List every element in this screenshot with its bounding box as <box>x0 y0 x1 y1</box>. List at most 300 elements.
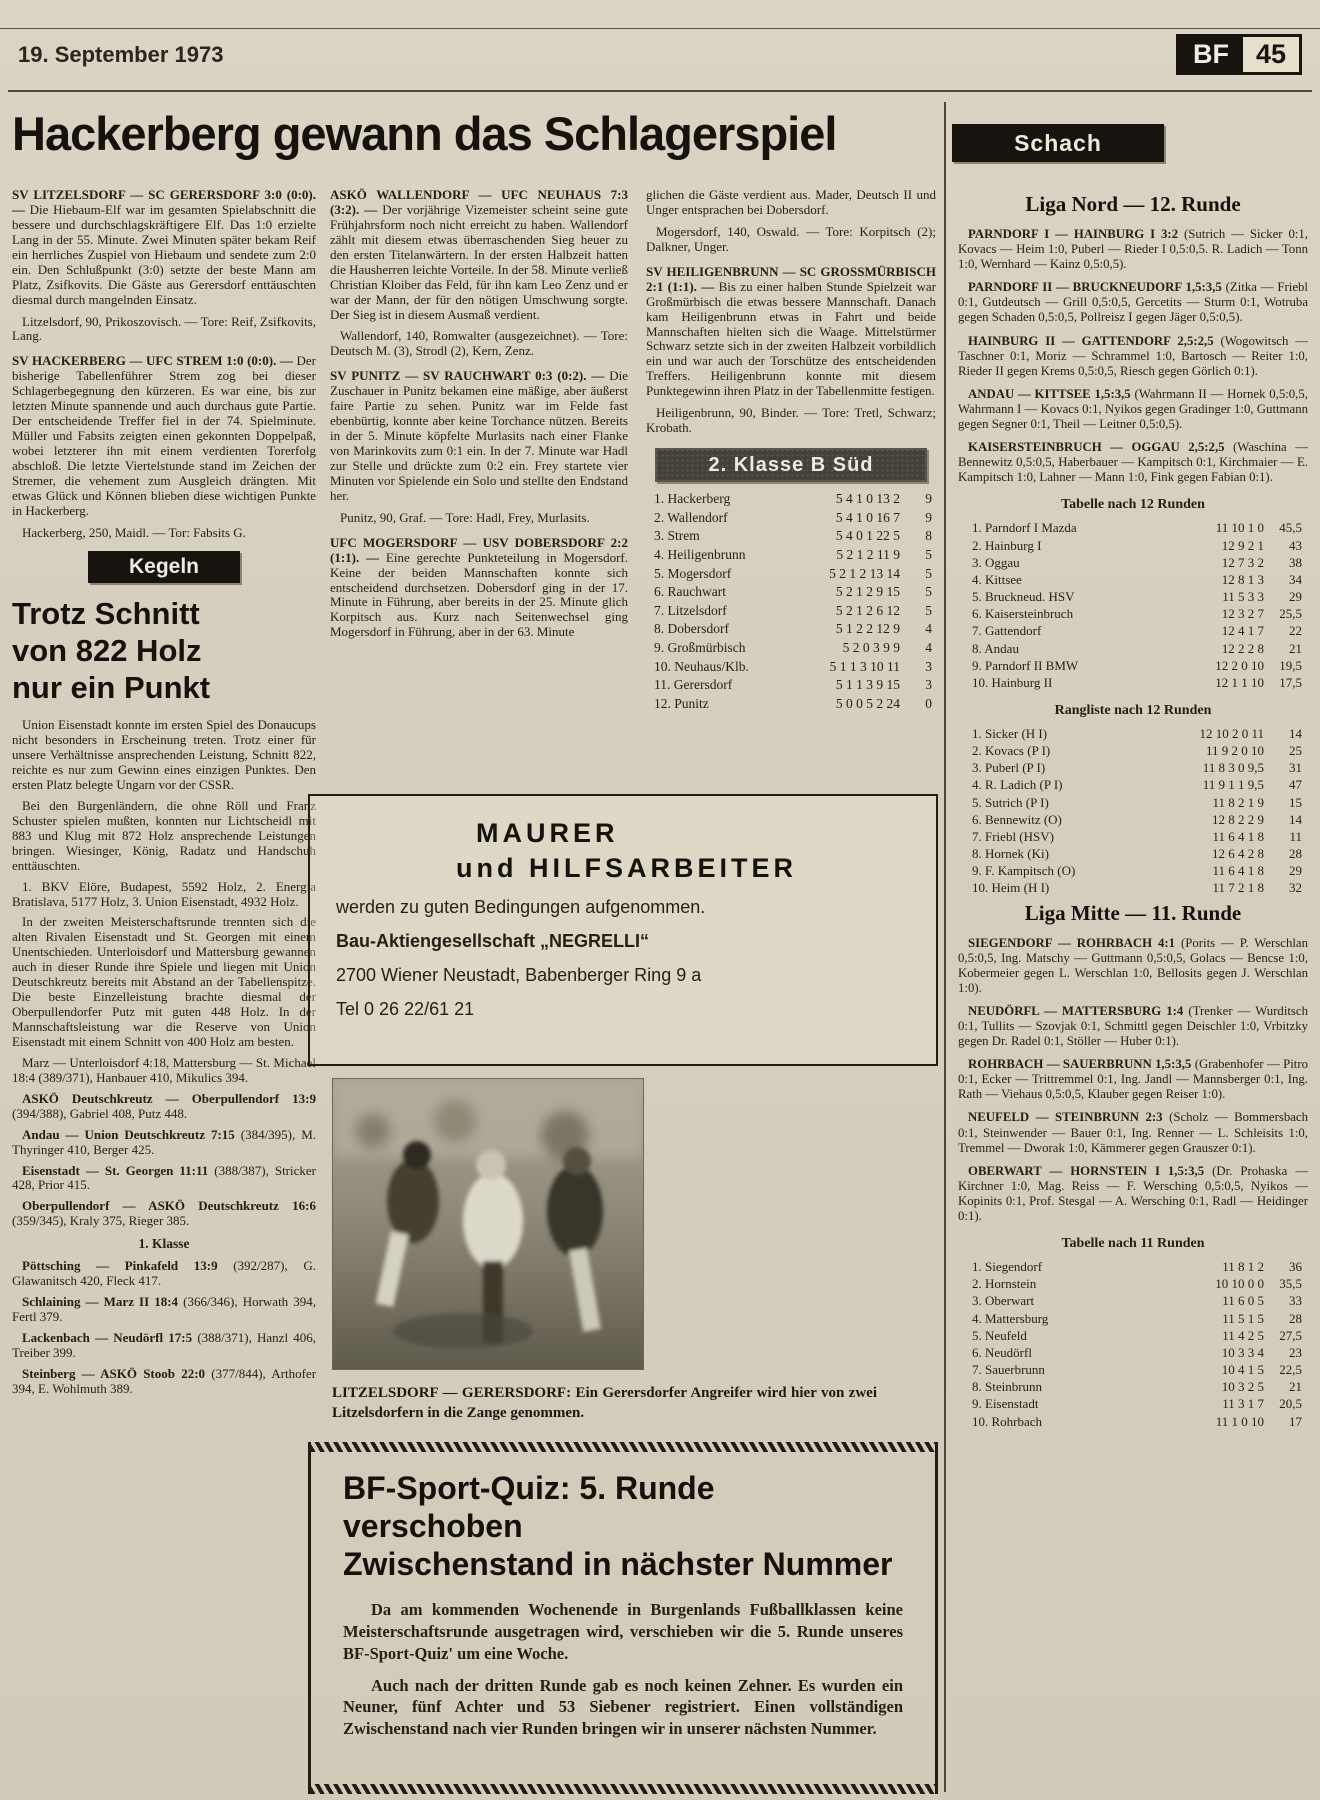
table-row <box>654 565 932 584</box>
chess-table-row <box>972 1395 1302 1412</box>
team-name: 3. Strem <box>654 528 700 544</box>
ad-title <box>336 818 910 884</box>
player-stats: 12 10 2 0 11 <box>1199 725 1264 741</box>
chess-match-body: (Wogowitsch — Taschner 0:1, Moriz — Schrammel 1:0, Bartosch — Reiter 1:0, Rieder II gegen Krems 0,5:0,5, Riesch gegen Görlich 0:1). <box>958 333 1308 378</box>
team-points: 27,5 <box>1279 1327 1302 1343</box>
team-stats: 11 8 1 2 <box>1222 1259 1264 1275</box>
player-stats: 11 6 4 1 8 <box>1212 828 1264 844</box>
kegeln-result-rest: (388/371), Hanzl 406, Treiber 399. <box>12 1330 316 1360</box>
team-stats: 12 2 0 10 <box>1215 657 1264 673</box>
team-points: 4 <box>925 640 932 656</box>
chess-match-lead: PARNDORF II — BRUCKNEUDORF 1,5:3,5 <box>968 280 1222 295</box>
player-points: 32 <box>1289 880 1302 896</box>
quiz-headline <box>343 1470 903 1583</box>
chess-standings-table <box>958 519 1308 691</box>
team-points: 8 <box>925 528 932 544</box>
team-name: 3. Oggau <box>972 554 1020 570</box>
chess-table-row <box>972 1378 1302 1395</box>
team-name: 5. Mogersdorf <box>654 565 732 581</box>
chess-table-row <box>972 1327 1302 1344</box>
league-table <box>646 490 936 714</box>
team-stats: 5 1 2 2 12 9 <box>835 621 900 637</box>
match-continuation: glichen die Gäste verdient aus. Mader, Deutsch II und Unger entsprachen bei Dobersdorf. <box>646 188 936 217</box>
team-name: 4. Kittsee <box>972 571 1022 587</box>
team-points: 33 <box>1289 1293 1302 1309</box>
match-note: Punitz, 90, Graf. — Tore: Hadl, Frey, Murlasits. <box>340 509 590 525</box>
team-stats: 11 3 1 7 <box>1222 1396 1264 1412</box>
chess-match-body: (Trenker — Wurditsch 0:1, Tullits — Szovjak 0:1, Schmittl gegen Deischler 1:0, Vrbitzky gegen Dr. Radel 0:1, Stöller — Huber 0:1). <box>958 1003 1308 1049</box>
team-stats: 12 7 3 2 <box>1221 554 1264 570</box>
chess-match-body: (Dr. Prohaska — Kirchner 1:0, Mag. Reiss — F. Wersching 0,5:0,5, Nyikos — Kopinits 0:1, Prof. Stesgal — A. Wersching 0:1, Radl — Heidinger 0:1). <box>958 1163 1308 1224</box>
team-stats: 5 0 0 5 2 24 <box>835 695 900 711</box>
kegeln-result <box>12 1295 316 1325</box>
team-stats: 5 1 1 3 9 15 <box>835 677 900 693</box>
match-report <box>330 536 628 641</box>
player-points: 11 <box>1289 828 1302 844</box>
chess-match-report <box>958 334 1308 379</box>
team-stats: 12 2 2 8 <box>1221 640 1264 656</box>
chess-match-body: (Scholz — Bommersbach 0:1, Steinwender — Bauer 0:1, Ing. Renner — L. Schleisits 1:0, Tremmel — Dworak 1:0, Kämmerer gegen Grauszer 0:1). <box>958 1110 1308 1155</box>
team-points: 36 <box>1289 1259 1302 1275</box>
kegeln-result <box>12 1092 316 1122</box>
column-3 <box>646 188 936 788</box>
kegeln-paragraph: Union Eisenstadt konnte im ersten Spiel des Donaucups nicht besonders in Erscheinung treten. Trotz einer für unsere Verhältnisse ansprechenden Leistung, Schnitt 822, reichte es nur zum Gewinn eines einzigen Punktes. Den ersten Platz belegte Ungarn vor der CSSR. <box>12 717 316 792</box>
team-stats: 11 4 2 5 <box>1222 1327 1264 1343</box>
team-points: 45,5 <box>1279 520 1302 536</box>
team-points: 43 <box>1289 537 1302 553</box>
chess-table-row <box>972 554 1302 571</box>
chess-match-body: (Porits — P. Werschlan 0,5:0,5, Ing. Matschy — Guttmann 0,5:0,5, Golacs — Bencse 1:0, Kobermeier gegen L. Werschlan 1:0, Bellosits gegen J. Werschlan 1:0). <box>958 935 1308 995</box>
team-name: 5. Neufeld <box>972 1327 1027 1343</box>
team-name: 6. Neudörfl <box>972 1344 1032 1360</box>
team-stats: 5 1 1 3 10 11 <box>829 658 900 674</box>
chess-table-row <box>972 794 1302 811</box>
table-row <box>654 527 932 546</box>
chess-table-row <box>972 674 1302 691</box>
player-name: 9. F. Kampitsch (O) <box>972 863 1076 879</box>
team-name: 1. Parndorf I Mazda <box>972 520 1077 536</box>
team-name: 5. Bruckneud. HSV <box>972 589 1075 605</box>
team-name: 9. Großmürbisch <box>654 640 746 656</box>
ad-phone: Tel 0 26 22/61 21 <box>336 999 475 1019</box>
chess-table-row <box>972 588 1302 605</box>
table-row <box>654 658 932 677</box>
team-points: 38 <box>1289 554 1302 570</box>
kegeln-result-lead: Eisenstadt — St. Georgen 11:11 <box>22 1162 209 1178</box>
quiz-paragraph: Da am kommenden Wochenende in Burgenlands Fußballklassen keine Meisterschaftsrunde ausgetragen wird, verschieben wir die 5. Runde unseres BF-Sport-Quiz' um eine Woche. <box>343 1600 903 1663</box>
column-1 <box>12 188 316 1790</box>
team-points: 22,5 <box>1279 1362 1302 1378</box>
liga-mitte-heading: Liga Mitte — 11. Runde <box>1024 900 1242 925</box>
match-report <box>330 369 628 503</box>
player-name: 5. Sutrich (P I) <box>972 794 1049 810</box>
team-stats: 11 6 0 5 <box>1222 1293 1264 1309</box>
chess-ranking-title: Rangliste nach 12 Runden <box>1054 702 1212 718</box>
chess-table-row <box>972 1258 1302 1275</box>
player-stats: 11 6 4 1 8 <box>1212 863 1264 879</box>
kegeln-result-rest: (359/345), Kraly 375, Rieger 385. <box>12 1213 190 1229</box>
chess-match-body: (Sutrich — Sicker 0:1, Kovacs — Heim 1:0, Puberl — Rieder I 0,5:0,5. R. Ladich — Tonn 1:0, Wernhard — Kainz 0,5:0,5). <box>958 227 1308 272</box>
kegeln-result-lead: Oberpullendorf — ASKÖ Deutschkreutz 16:6 <box>22 1198 316 1214</box>
kegeln-result-lead: Pöttsching — Pinkafeld 13:9 <box>22 1258 218 1274</box>
chess-table-row <box>972 1413 1302 1430</box>
team-points: 17,5 <box>1279 674 1302 690</box>
schach-badge-label: Schach <box>1014 129 1102 156</box>
player-points: 29 <box>1289 863 1302 879</box>
player-stats: 11 8 2 1 9 <box>1212 794 1264 810</box>
match-lead: SV LITZELSDORF — SC GERERSDORF 3:0 (0:0). — <box>12 188 316 217</box>
kegeln-result-lead: Lackenbach — Neudörfl 17:5 <box>22 1330 193 1345</box>
team-stats: 5 4 1 0 13 2 <box>835 491 900 507</box>
chess-table-row <box>972 622 1302 639</box>
team-name: 2. Hornstein <box>972 1276 1037 1292</box>
team-name: 10. Neuhaus/Klb. <box>654 658 749 674</box>
chess-match-report <box>958 280 1308 325</box>
team-points: 4 <box>925 621 932 637</box>
kegeln-result <box>12 1128 316 1158</box>
kegeln-result-lead: Steinberg — ASKÖ Stoob 22:0 <box>22 1365 206 1381</box>
match-note: Hackerberg, 250, Maidl. — Tor: Fabsits G. <box>22 524 246 540</box>
match-report <box>646 265 936 399</box>
table-row <box>654 620 932 639</box>
team-stats: 5 2 0 3 9 9 <box>842 640 900 656</box>
chess-table-row <box>972 1275 1302 1292</box>
match-report <box>12 354 316 518</box>
main-headline: Hackerberg gewann das Schlagerspiel <box>12 107 837 160</box>
player-points: 14 <box>1289 811 1302 827</box>
chess-table-row <box>972 845 1302 862</box>
league-table-title: 2. Klasse B Süd <box>708 453 874 476</box>
team-name: 1. Siegendorf <box>972 1259 1043 1275</box>
league-table-header <box>655 448 927 482</box>
kegeln-result-lead: Schlaining — Marz II 18:4 <box>22 1294 179 1310</box>
chess-match-lead: ANDAU — KITTSEE 1,5:3,5 <box>968 386 1131 401</box>
job-advertisement <box>308 794 938 1066</box>
team-stats: 11 10 1 0 <box>1215 520 1264 536</box>
chess-table-row <box>972 1361 1302 1378</box>
chess-table-row <box>972 605 1302 622</box>
page-number-box <box>1176 34 1302 75</box>
match-lead: SV PUNITZ — SV RAUCHWART 0:3 (0:2). — <box>330 368 605 384</box>
team-points: 25,5 <box>1279 606 1302 622</box>
team-points: 5 <box>925 602 932 618</box>
team-points: 34 <box>1289 571 1302 587</box>
chess-table-row <box>972 1344 1302 1361</box>
quiz-paragraph: Auch nach der dritten Runde gab es noch keinen Zehner. Es wurden ein Neuner, fünf Achter und 53 Siebener registriert. Einen vollständigen Zwischenstand nach vier Runden bringen wir in unserer nächsten Nummer. <box>343 1675 903 1739</box>
ad-title-line: und HILFSARBEITER <box>456 853 797 883</box>
chess-table-row <box>972 811 1302 828</box>
kegeln-result-rest: (366/346), Horwath 394, Fertl 379. <box>12 1294 316 1325</box>
chess-match-body: (Zitka — Friebl 0:1, Gutdeutsch — Grill 0,5:0,5, Gercetits — Sturm 0:1, Wotruba gegen Schaden 0,5:0,5, Pollreisz I gegen Jäger 0,5:0,5). <box>958 280 1308 325</box>
team-name: 1. Hackerberg <box>654 491 731 507</box>
column-2 <box>330 188 628 788</box>
quiz-headline-line: BF-Sport-Quiz: 5. Runde verschoben <box>343 1470 715 1544</box>
table-row <box>654 639 932 658</box>
chess-match-report <box>958 227 1308 272</box>
chess-table-row <box>972 1292 1302 1309</box>
top-edge-rule <box>0 28 1320 29</box>
team-points: 0 <box>925 695 932 711</box>
player-stats: 11 9 2 0 10 <box>1205 743 1264 759</box>
team-name: 9. Parndorf II BMW <box>972 657 1079 673</box>
chess-match-body: (Grabenhofer — Pitro 0:1, Ecker — Trittremmel 0:1, Ing. Jandl — Mannsberger 0:1, Ing. Rath — Viehaus 0,5:0,5, Klauber gegen Reiser 1:0). <box>958 1057 1308 1102</box>
kegeln-result <box>12 1164 316 1194</box>
column-divider <box>944 102 946 1792</box>
team-name: 7. Sauerbrunn <box>972 1362 1045 1378</box>
chess-match-lead: ROHRBACH — SAUERBRUNN 1,5:3,5 <box>968 1057 1192 1072</box>
player-name: 3. Puberl (P I) <box>972 760 1046 776</box>
team-name: 8. Andau <box>972 640 1019 656</box>
team-name: 6. Rauchwart <box>654 584 726 600</box>
chess-match-lead: NEUFELD — STEINBRUNN 2:3 <box>968 1110 1163 1125</box>
kegeln-result <box>12 1259 316 1289</box>
player-points: 25 <box>1289 743 1302 759</box>
chess-table-row <box>972 879 1302 896</box>
team-points: 20,5 <box>1279 1396 1302 1412</box>
match-note: Litzelsdorf, 90, Prikoszovisch. — Tore: Reif, Zsifkovits, Lang. <box>12 313 316 344</box>
chess-match-report <box>958 1164 1308 1224</box>
team-points: 21 <box>1289 1379 1302 1395</box>
ad-company: Bau-Aktiengesellschaft „NEGRELLI“ <box>336 931 650 951</box>
team-stats: 5 2 1 2 13 14 <box>829 565 900 581</box>
team-name: 2. Wallendorf <box>654 509 728 525</box>
chess-match-body: (Wahrmann II — Hornek 0,5:0,5, Wahrmann I — Kovacs 0:1, Nyikos gegen Gradinger 1:0, Guttmann gegen Segner 0:1, Theil — Leitner 0,5:0,5). <box>958 386 1308 432</box>
table-row <box>654 490 932 509</box>
header-rule <box>8 90 1312 92</box>
player-stats: 11 9 1 1 9,5 <box>1202 777 1264 793</box>
player-name: 6. Bennewitz (O) <box>972 811 1062 827</box>
chess-standings-table <box>958 1258 1308 1430</box>
kegeln-result-rest: (388/387), Stricker 428, Prior 415. <box>12 1162 316 1193</box>
chess-match-report <box>958 936 1308 996</box>
player-name: 4. R. Ladich (P I) <box>972 777 1063 793</box>
player-stats: 12 8 2 2 9 <box>1212 811 1264 827</box>
schach-section-badge <box>952 124 1164 162</box>
team-stats: 11 5 1 5 <box>1222 1310 1264 1326</box>
team-name: 2. Hainburg I <box>972 537 1042 553</box>
team-stats: 11 5 3 3 <box>1222 589 1264 605</box>
kegeln-result <box>12 1199 316 1229</box>
match-body: Die Zuschauer in Punitz bekamen eine mäßige, aber äußerst faire Partie zu sehen. Punitz war im Felde fast ebenbürtig, konnte aber keine Torchance nützen. Bereits in der 5. Minute köpfelte Murlasits nach einer Flanke von Marinkovits zum 0:1 ein. In der 7. Minute war Hadl zur Stelle und drückte zum 0:2 ein. Frey startete vier Minuten vor Spielende ein Solo und stellte den Endstand her. <box>330 368 628 503</box>
player-points: 28 <box>1289 846 1302 862</box>
player-stats: 12 6 4 2 8 <box>1212 846 1264 862</box>
kegeln-result-lead: ASKÖ Deutschkreutz — Oberpullendorf 13:9 <box>22 1090 316 1106</box>
chess-column <box>958 188 1308 1790</box>
kegeln-result-rest: (384/395), M. Thyringer 410, Berger 425. <box>12 1126 316 1157</box>
player-points: 47 <box>1289 777 1302 793</box>
kegeln-paragraph: Bei den Burgenländern, die ohne Röll und Franz Schuster spielen mußten, konnten nur Lichtscheidl mit 883 und Klug mit 872 Holz ansprechende Leistungen bringen. Wiesinger, König, Radatz und Handschuh enttäuschten. <box>12 797 316 873</box>
team-stats: 5 2 1 2 11 9 <box>836 546 900 562</box>
table-row <box>654 509 932 528</box>
kegeln-subhead: 1. Klasse <box>138 1236 190 1252</box>
match-note: Wallendorf, 140, Romwalter (ausgezeichnet). — Tore: Deutsch M. (3), Strodl (2), Kern, Zenz. <box>330 328 628 359</box>
kegeln-headline-line: von 822 Holz <box>12 632 202 668</box>
chess-match-lead: OBERWART — HORNSTEIN I 1,5:3,5 <box>968 1163 1205 1178</box>
match-report <box>12 188 316 308</box>
chess-match-lead: HAINBURG II — GATTENDORF 2,5:2,5 <box>968 333 1214 348</box>
match-lead: SV HEILIGENBRUNN — SC GROSSMÜRBISCH 2:1 (1:1). — <box>646 263 936 294</box>
table-row <box>654 583 932 602</box>
issue-date: 19. September 1973 <box>18 42 224 67</box>
chess-ranking-table <box>958 725 1308 897</box>
team-name: 9. Eisenstadt <box>972 1396 1039 1412</box>
team-points: 9 <box>925 491 932 507</box>
team-name: 3. Oberwart <box>972 1293 1035 1309</box>
match-body: Der bisherige Tabellenführer Strem zog bei dieser Schlagerbegegnung den kürzeren. Es war eine, bis zur letzten Minute spannende und auch durchaus gute Partie. Der entscheidende Treffer fiel in der 74. Spielminute. Müller und Fabsits zeigten einen gekonnten Doppelpaß, wobei letzterer ihn mit einem verdienten Torerfolg abschloß. Die letzte Viertelstunde stand im Zeichen der Stremer, die vehement zum Ausgleich drängten. Mit etwas Glück und Können blieben diese wichtigen Punkte in Hackerberg. <box>12 353 316 518</box>
team-name: 8. Dobersdorf <box>654 621 729 637</box>
team-stats: 11 1 0 10 <box>1215 1413 1264 1429</box>
match-body: Die Hiebaum-Elf war im gesamten Spielabschnitt die bessere und durchschlagskräftigere Elf. Das 1:0 erzielte Lang in der 55. Minute. Zwei Minuten später bekam Reif ein herrliches Zuspiel von Hiebaum und sendete zum 2:0 ein. Den Schlußpunkt (3:0) setzte der beste Mann am Platz, Zsifkovits. Die Gäste aus Gerersdorf enttäuschten diesmal durch mangelnden Einsatz. <box>12 201 316 307</box>
player-name: 10. Heim (H I) <box>972 880 1050 896</box>
quiz-headline-line: Zwischenstand in nächster Nummer <box>343 1545 893 1582</box>
chess-table-row <box>972 640 1302 657</box>
team-points: 17 <box>1289 1413 1302 1429</box>
chess-table-row <box>972 742 1302 759</box>
table-row <box>654 676 932 695</box>
chess-match-lead: KAISERSTEINBRUCH — OGGAU 2,5:2,5 <box>968 440 1225 455</box>
team-points: 5 <box>925 584 932 600</box>
team-points: 3 <box>925 658 932 674</box>
team-name: 7. Litzelsdorf <box>654 602 727 618</box>
sport-quiz-box <box>308 1442 938 1794</box>
team-name: 6. Kaisersteinbruch <box>972 606 1074 622</box>
chess-table-row <box>972 657 1302 674</box>
kegeln-headline-line: Trotz Schnitt <box>12 595 200 631</box>
chess-table-row <box>972 537 1302 554</box>
match-lead: ASKÖ WALLENDORF — UFC NEUHAUS 7:3 (3:2). — <box>330 188 628 217</box>
team-stats: 10 3 2 5 <box>1221 1379 1264 1395</box>
page-number: 45 <box>1255 39 1286 69</box>
team-name: 4. Mattersburg <box>972 1310 1049 1326</box>
chess-match-report <box>958 1110 1308 1155</box>
chess-table-row <box>972 725 1302 742</box>
team-points: 23 <box>1289 1344 1302 1360</box>
player-stats: 11 8 3 0 9,5 <box>1202 760 1264 776</box>
kegeln-result <box>12 1367 316 1397</box>
player-name: 2. Kovacs (P I) <box>972 743 1051 759</box>
team-name: 12. Punitz <box>654 695 709 711</box>
chess-table-row <box>972 862 1302 879</box>
player-points: 31 <box>1289 760 1302 776</box>
kegeln-badge <box>88 551 240 583</box>
chess-table-row <box>972 759 1302 776</box>
chess-table-row <box>972 519 1302 536</box>
team-stats: 10 10 0 0 <box>1215 1276 1264 1292</box>
team-points: 9 <box>925 509 932 525</box>
bf-logo: BF <box>1179 37 1243 72</box>
chess-table-row <box>972 828 1302 845</box>
ad-text: werden zu guten Bedingungen aufgenommen. <box>336 897 706 917</box>
player-name: 1. Sicker (H I) <box>972 725 1048 741</box>
kegeln-paragraph: In der zweiten Meisterschaftsrunde trennten sich die alten Rivalen Eisenstadt und St. Georgen mit einem Unentschieden. Unterloisdorf und Mattersburg gewannen auch in dieser Runde ihre Spiele und liegen mit Union Deutschkreutz bereits mit Abstand an der Tabellenspitze. Die beste Einzelleistung brachte diesmal der Oberpullendorfer Putz mit guten 448 Holz. In der Mannschaftsleistung war die Reserve von Union Eisenstadt mit einem Schnitt von 400 Holz am besten. <box>12 914 316 1049</box>
match-photo <box>332 1078 644 1370</box>
team-name: 8. Steinbrunn <box>972 1379 1043 1395</box>
team-stats: 12 3 2 7 <box>1221 606 1264 622</box>
match-note: Mogersdorf, 140, Oswald. — Tore: Korpitsch (2); Dalkner, Unger. <box>646 223 936 254</box>
team-points: 22 <box>1289 623 1302 639</box>
team-stats: 10 4 1 5 <box>1221 1362 1264 1378</box>
chess-match-report <box>958 1057 1308 1102</box>
kegeln-paragraph: 1. BKV Elöre, Budapest, 5592 Holz, 2. Energia Bratislava, 5177 Holz, 3. Union Eisenstadt, 4932 Holz. <box>12 878 316 909</box>
team-name: 11. Gerersdorf <box>654 677 733 693</box>
match-body: Der vorjährige Vizemeister scheint seine gute Frühjahrsform noch nicht erreicht zu haben. Wallendorf zählt mit diesem etwas überraschenden Sieg heuer zu den ersten Titelanwärtern. In der ersten Halbzeit hatten die Hausherren leichte Vorteile. In der 58. Minute verließ Christian Kloiber das Feld, für ihn kam Leo Zenz und er war der Mann, der für den nötigen Umschwung sorgte. Der Sieg ist in diesem Ausmaß verdient. <box>330 201 628 322</box>
kegeln-paragraph: Marz — Unterloisdorf 4:18, Mattersburg — St. Michael 18:4 (389/371), Hanbauer 410, Mikulics 394. <box>12 1054 316 1085</box>
team-points: 29 <box>1289 589 1302 605</box>
team-points: 21 <box>1289 640 1302 656</box>
kegeln-result-lead: Andau — Union Deutschkreutz 7:15 <box>22 1126 235 1142</box>
chess-table-row <box>972 776 1302 793</box>
chess-match-lead: NEUDÖRFL — MATTERSBURG 1:4 <box>968 1003 1184 1018</box>
player-stats: 11 7 2 1 8 <box>1212 880 1264 896</box>
team-points: 35,5 <box>1279 1276 1302 1292</box>
team-stats: 5 4 0 1 22 5 <box>835 528 900 544</box>
player-name: 8. Hornek (Ki) <box>972 846 1049 862</box>
match-lead: UFC MOGERSDORF — USV DOBERSDORF 2:2 (1:1). — <box>330 534 628 565</box>
team-name: 7. Gattendorf <box>972 623 1042 639</box>
chess-match-lead: PARNDORF I — HAINBURG I 3:2 <box>968 227 1179 241</box>
team-stats: 12 8 1 3 <box>1221 571 1264 587</box>
kegeln-result-rest: (392/287), G. Glawanitsch 420, Fleck 417. <box>12 1258 316 1289</box>
ad-address: 2700 Wiener Neustadt, Babenberger Ring 9 a <box>336 965 702 985</box>
photo-caption: LITZELSDORF — GERERSDORF: Ein Gerersdorfer Angreifer wird hier von zwei Litzelsdorfern in die Zange genommen. <box>332 1385 877 1421</box>
kegeln-result-rest: (394/388), Gabriel 408, Putz 448. <box>12 1105 188 1121</box>
team-name: 4. Heiligenbrunn <box>654 546 746 562</box>
kegeln-headline-line: nur ein Punkt <box>12 670 211 705</box>
chess-match-report <box>958 1004 1308 1049</box>
team-stats: 12 9 2 1 <box>1221 537 1264 553</box>
match-report <box>330 188 628 322</box>
match-body: Eine gerechte Punkteteilung in Mogersdorf. Keine der beiden Mannschaften konnte sich entscheidend durchsetzen. Dobersdorf ging in der 17. Minute in Führung, aber bereits in der 25. Minute glich Korpitsch aus. Kurz nach Seitenwechsel ging Mogersdorf in Führung, aber in der 63. Minute <box>330 549 628 640</box>
kegeln-result-rest: (377/844), Arthofer 394, E. Wohlmuth 389. <box>12 1365 316 1396</box>
team-stats: 10 3 3 4 <box>1221 1344 1264 1360</box>
team-name: 10. Rohrbach <box>972 1413 1043 1429</box>
kegeln-headline <box>12 595 316 707</box>
player-points: 15 <box>1289 794 1302 810</box>
match-note: Heiligenbrunn, 90, Binder. — Tore: Tretl, Schwarz; Krobath. <box>646 405 936 436</box>
team-points: 5 <box>925 565 932 581</box>
team-stats: 5 4 1 0 16 7 <box>835 509 900 525</box>
chess-match-body: (Waschina — Bennewitz 0,5:0,5, Haberbauer — Kampitsch 0:1, Kirchmaier — E. Kampitsch 1:0, Lahner — Mann 1:0, Fink gegen Fabian 0:1). <box>958 440 1308 485</box>
table-row <box>654 602 932 621</box>
table-row <box>654 695 932 714</box>
chess-table-title: Tabelle nach 11 Runden <box>1061 1236 1205 1252</box>
team-stats: 5 2 1 2 6 12 <box>835 602 900 618</box>
player-name: 7. Friebl (HSV) <box>972 828 1054 844</box>
chess-table-row <box>972 571 1302 588</box>
match-body: Bis zu einer halben Stunde Spielzeit war Großmürbisch die etwas bessere Mannschaft. Danach kam Heiligenbrunn etwas in Fahrt und beide Mannschaften hielten sich die Waage. Mittelstürmer Schwarz setzte sich in der zweiten Halbzeit vorbildlich ein und war auch der Torschütze des entscheidenden Treffers. Heiligenbrunn konnte mit diesem Punktegewinn ihren Platz in der Tabellenmitte festigen. <box>646 278 936 399</box>
liga-nord-heading: Liga Nord — 12. Runde <box>1025 192 1241 216</box>
ad-title-line: MAURER <box>476 818 619 848</box>
team-stats: 5 2 1 2 9 15 <box>835 584 900 600</box>
team-name: 10. Hainburg II <box>972 674 1053 690</box>
kegeln-result <box>12 1331 316 1361</box>
team-points: 28 <box>1289 1310 1302 1326</box>
team-points: 19,5 <box>1279 657 1302 673</box>
player-points: 14 <box>1289 725 1302 741</box>
match-lead: SV HACKERBERG — UFC STREM 1:0 (0:0). — <box>12 353 293 369</box>
chess-match-lead: SIEGENDORF — ROHRBACH 4:1 <box>968 935 1176 950</box>
chess-match-report <box>958 440 1308 485</box>
team-points: 5 <box>925 546 932 562</box>
team-points: 3 <box>925 677 932 693</box>
chess-match-report <box>958 387 1308 432</box>
team-stats: 12 1 1 10 <box>1215 674 1264 690</box>
page-header <box>18 39 1302 92</box>
chess-table-title: Tabelle nach 12 Runden <box>1061 497 1205 513</box>
team-stats: 12 4 1 7 <box>1221 623 1264 639</box>
table-row <box>654 546 932 565</box>
chess-table-row <box>972 1310 1302 1327</box>
